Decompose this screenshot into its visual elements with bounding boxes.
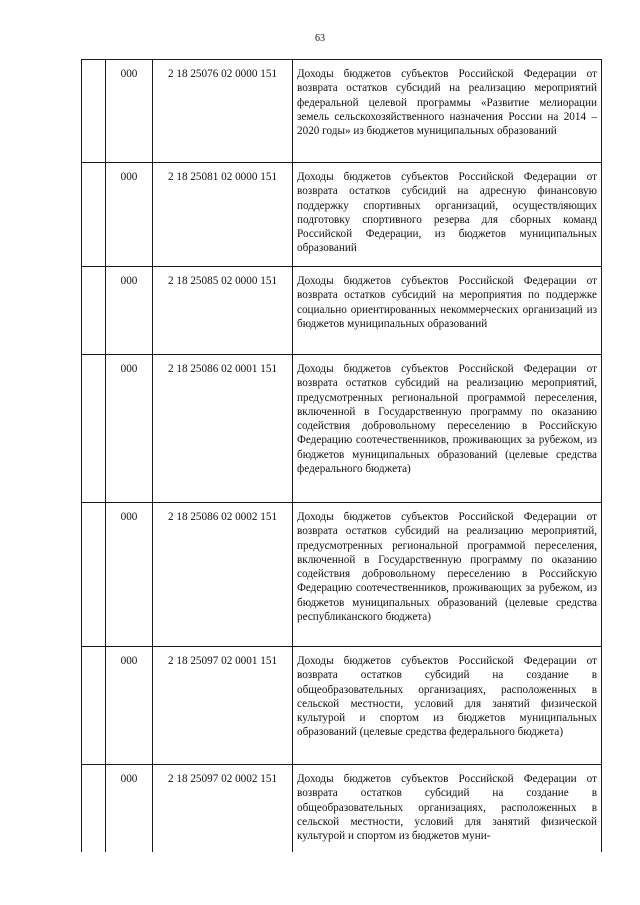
income-code-cell: 2 18 25076 02 0000 151 [153,60,293,163]
blank-cell [82,163,106,267]
table-row [82,163,602,267]
admin-code-cell: 000 [106,647,153,765]
income-code-cell: 2 18 25081 02 0000 151 [153,163,293,267]
page-number: 63 [315,33,325,44]
income-name-cell: Доходы бюджетов субъектов Российской Федерации от возврата остатков субсидий на мероприятия по поддержке социально ориентированных некоммерческих организаций из бюджетов муниципальных образований [293,267,602,355]
blank-cell [82,503,106,647]
income-name-cell: Доходы бюджетов субъектов Российской Федерации от возврата остатков субсидий на реализацию мероприятий, предусмотренных региональной программой переселения, включенной в Государственную программу по оказанию содействия добровольному переселению в Российскую Федерацию соотечественников, проживающих за рубежом, из бюджетов муниципальных образований (целевые средства республиканского бюджета) [293,503,602,647]
blank-cell [82,60,106,163]
table-row [82,647,602,765]
admin-code-cell: 000 [106,163,153,267]
admin-code-cell: 000 [106,503,153,647]
admin-code-cell: 000 [106,60,153,163]
table-row [82,60,602,163]
income-name-cell: Доходы бюджетов субъектов Российской Федерации от возврата остатков субсидий на адресную финансовую поддержку спортивных организаций, осуществляющих подготовку спортивного резерва для сборных команд Российской Федерации, из бюджетов муниципальных образований [293,163,602,267]
income-code-cell: 2 18 25097 02 0001 151 [153,647,293,765]
income-code-cell: 2 18 25085 02 0000 151 [153,267,293,355]
income-code-cell: 2 18 25097 02 0002 151 [153,765,293,852]
admin-code-cell: 000 [106,355,153,503]
table-row [82,503,602,647]
income-name-cell: Доходы бюджетов субъектов Российской Федерации от возврата остатков субсидий на создание в общеобразовательных организациях, расположенных в сельской местности, условий для занятий физической культурой и спортом из бюджетов муниципальных образований (целевые средства федерального бюджета) [293,647,602,765]
blank-cell [82,267,106,355]
table-row [82,355,602,503]
admin-code-cell: 000 [106,267,153,355]
admin-code-cell: 000 [106,765,153,852]
income-code-cell: 2 18 25086 02 0001 151 [153,355,293,503]
blank-cell [82,647,106,765]
income-name-cell: Доходы бюджетов субъектов Российской Федерации от возврата остатков субсидий на реализацию мероприятий федеральной целевой программы «Развитие мелиорации земель сельскохозяйственного назначения России на 2014 – 2020 годы» из бюджетов муниципальных образований [293,60,602,163]
income-name-cell: Доходы бюджетов субъектов Российской Федерации от возврата остатков субсидий на создание в общеобразовательных организациях, расположенных в сельской местности, условий для занятий физической культурой и спортом из бюджетов муни- [293,765,602,852]
income-code-cell: 2 18 25086 02 0002 151 [153,503,293,647]
table-row [82,765,602,852]
blank-cell [82,355,106,503]
income-name-cell: Доходы бюджетов субъектов Российской Федерации от возврата остатков субсидий на реализацию мероприятий, предусмотренных региональной программой переселения, включенной в Государственную программу по оказанию содействия добровольному переселению в Российскую Федерацию соотечественников, проживающих за рубежом, из бюджетов муниципальных образований (целевые средства федерального бюджета) [293,355,602,503]
budget-income-table [81,59,602,852]
blank-cell [82,765,106,852]
table-row [82,267,602,355]
